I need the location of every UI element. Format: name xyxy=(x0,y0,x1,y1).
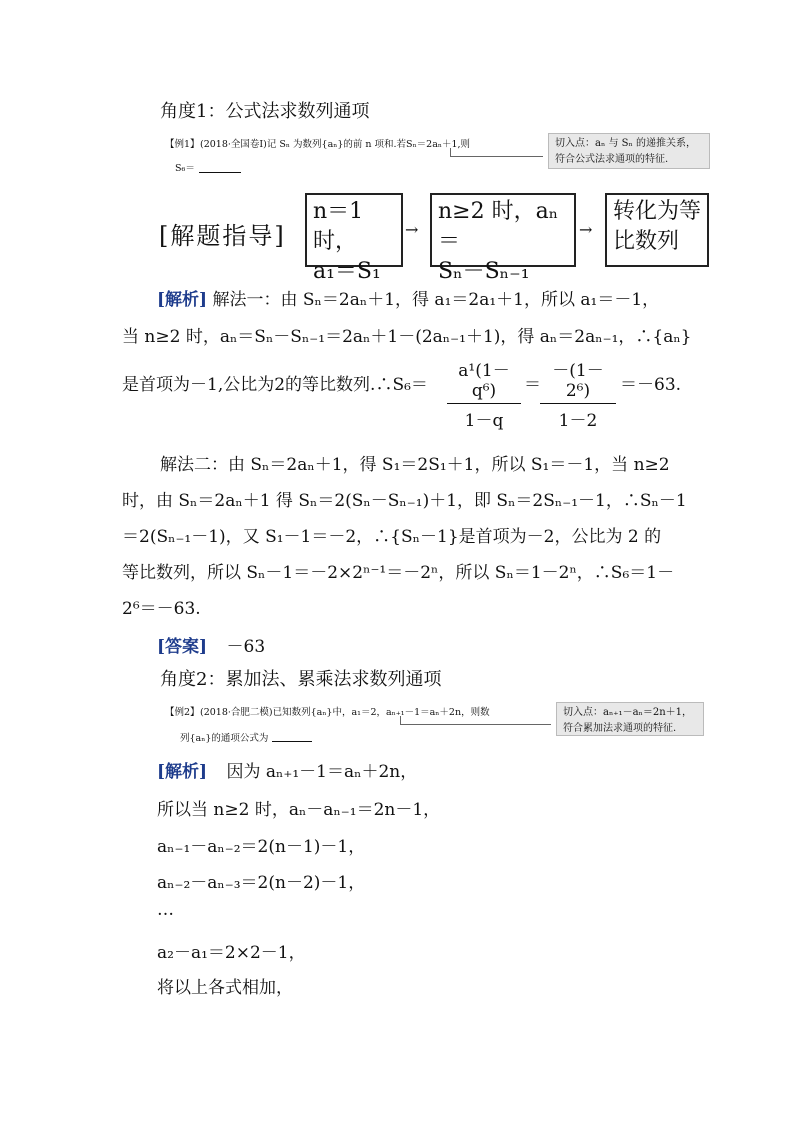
guide-step-3-line2: 比数列 xyxy=(613,229,680,254)
method2-line4: 等比数列，所以 Sₙ－1＝－2×2ⁿ⁻¹＝－2ⁿ，所以 Sₙ＝1－2ⁿ，∴S₆＝1－ xyxy=(122,563,675,583)
fraction-2 xyxy=(540,356,616,431)
note-connector xyxy=(400,716,551,725)
method2-line1: 解法二：由 Sₙ＝2aₙ＋1，得 S₁＝2S₁＋1，所以 S₁＝－1，当 n≥2 xyxy=(160,455,670,475)
arrow-icon: → xyxy=(579,220,593,239)
example1-text: (2018·全国卷Ⅰ)记 Sₙ 为数列{aₙ}的前 n 项和.若Sₙ＝2aₙ＋1,则 xyxy=(200,139,471,150)
example2-label: 【例2】 xyxy=(165,707,200,718)
guide-label: [解题指导] xyxy=(159,222,286,250)
guide-step-3 xyxy=(605,193,709,267)
note-box-1: 切入点：aₙ 与 Sₙ 的递推关系，符合公式法求通项的特征. xyxy=(548,133,710,169)
section2-title: 角度2：累加法、累乘法求数列通项 xyxy=(160,669,442,690)
guide-step-3-line1: 转化为等 xyxy=(613,199,702,224)
derivation-line: 将以上各式相加， xyxy=(157,978,293,998)
answer-blank xyxy=(272,741,312,742)
note-box-2: 切入点：aₙ₊₁－aₙ＝2n＋1，符合累加法求通项的特征. xyxy=(556,702,704,736)
method2-line3: ＝2(Sₙ₋₁－1)，又 S₁－1＝－2，∴{Sₙ－1}是首项为－2，公比为 2 的 xyxy=(122,527,662,547)
example2-text: (2018·合肥二模)已知数列{aₙ}中，a₁＝2，aₙ₊₁－1＝aₙ＋2n，则数 xyxy=(200,707,490,718)
method1-line2: 当 n≥2 时，aₙ＝Sₙ－Sₙ₋₁＝2aₙ＋1－(2aₙ₋₁＋1)，得 aₙ＝2aₙ₋₁，∴{aₙ} xyxy=(122,327,692,347)
derivation-line: aₙ₋₁－aₙ₋₂＝2(n－1)－1， xyxy=(157,837,366,857)
derivation-line: aₙ₋₂－aₙ₋₃＝2(n－2)－1， xyxy=(157,873,366,893)
derivation-line: a₂－a₁＝2×2－1， xyxy=(157,943,306,963)
answer-value: －63 xyxy=(226,637,266,657)
guide-step-1-line1: n＝1 时， xyxy=(313,199,364,254)
method1-line3-suffix: ＝－63. xyxy=(620,375,682,395)
fraction-1-denominator: 1－q xyxy=(464,411,504,431)
example2-text-2: 列{aₙ}的通项公式为 xyxy=(180,733,269,744)
arrow-icon: → xyxy=(405,220,419,239)
equals-sign: ＝ xyxy=(524,375,541,395)
answer-tag: [答案] xyxy=(157,637,208,657)
derivation-line: 所以当 n≥2 时，aₙ－aₙ₋₁＝2n－1， xyxy=(157,800,441,820)
method2-line5: 2⁶＝－63. xyxy=(122,599,201,619)
derivation-line: 因为 aₙ₊₁－1＝aₙ＋2n， xyxy=(226,762,418,782)
guide-step-2 xyxy=(430,193,576,284)
example1-label: 【例1】 xyxy=(165,139,200,150)
analysis-tag: [解析] xyxy=(157,762,208,782)
guide-step-2-line2: Sₙ－Sₙ₋₁ xyxy=(438,259,530,284)
method1-line1: 解法一：由 Sₙ＝2aₙ＋1，得 a₁＝2a₁＋1，所以 a₁＝－1， xyxy=(212,290,660,310)
analysis-tag: [解析] xyxy=(157,290,208,310)
method1-line3-prefix: 是首项为－1,公比为2的等比数列.∴S₆＝ xyxy=(122,375,428,395)
note-connector xyxy=(450,148,543,157)
guide-step-1 xyxy=(305,193,403,284)
derivation-line: … xyxy=(157,900,174,920)
guide-step-1-line2: a₁＝S₁ xyxy=(313,259,381,284)
fraction-1-numerator: a¹(1－q⁶) xyxy=(447,356,521,404)
section1-title: 角度1：公式法求数列通项 xyxy=(160,101,370,122)
answer-blank xyxy=(199,172,241,173)
method2-line2: 时，由 Sₙ＝2aₙ＋1 得 Sₙ＝2(Sₙ－Sₙ₋₁)＋1，即 Sₙ＝2Sₙ₋₁－1，∴Sₙ－1 xyxy=(122,491,687,511)
fraction-2-denominator: 1－2 xyxy=(558,411,598,431)
guide-step-2-line1: n≥2 时，aₙ＝ xyxy=(438,199,559,254)
fraction-2-numerator: －(1－2⁶) xyxy=(540,356,616,404)
fraction-1 xyxy=(447,356,521,431)
example1-text-2: S₆＝ xyxy=(175,163,195,174)
